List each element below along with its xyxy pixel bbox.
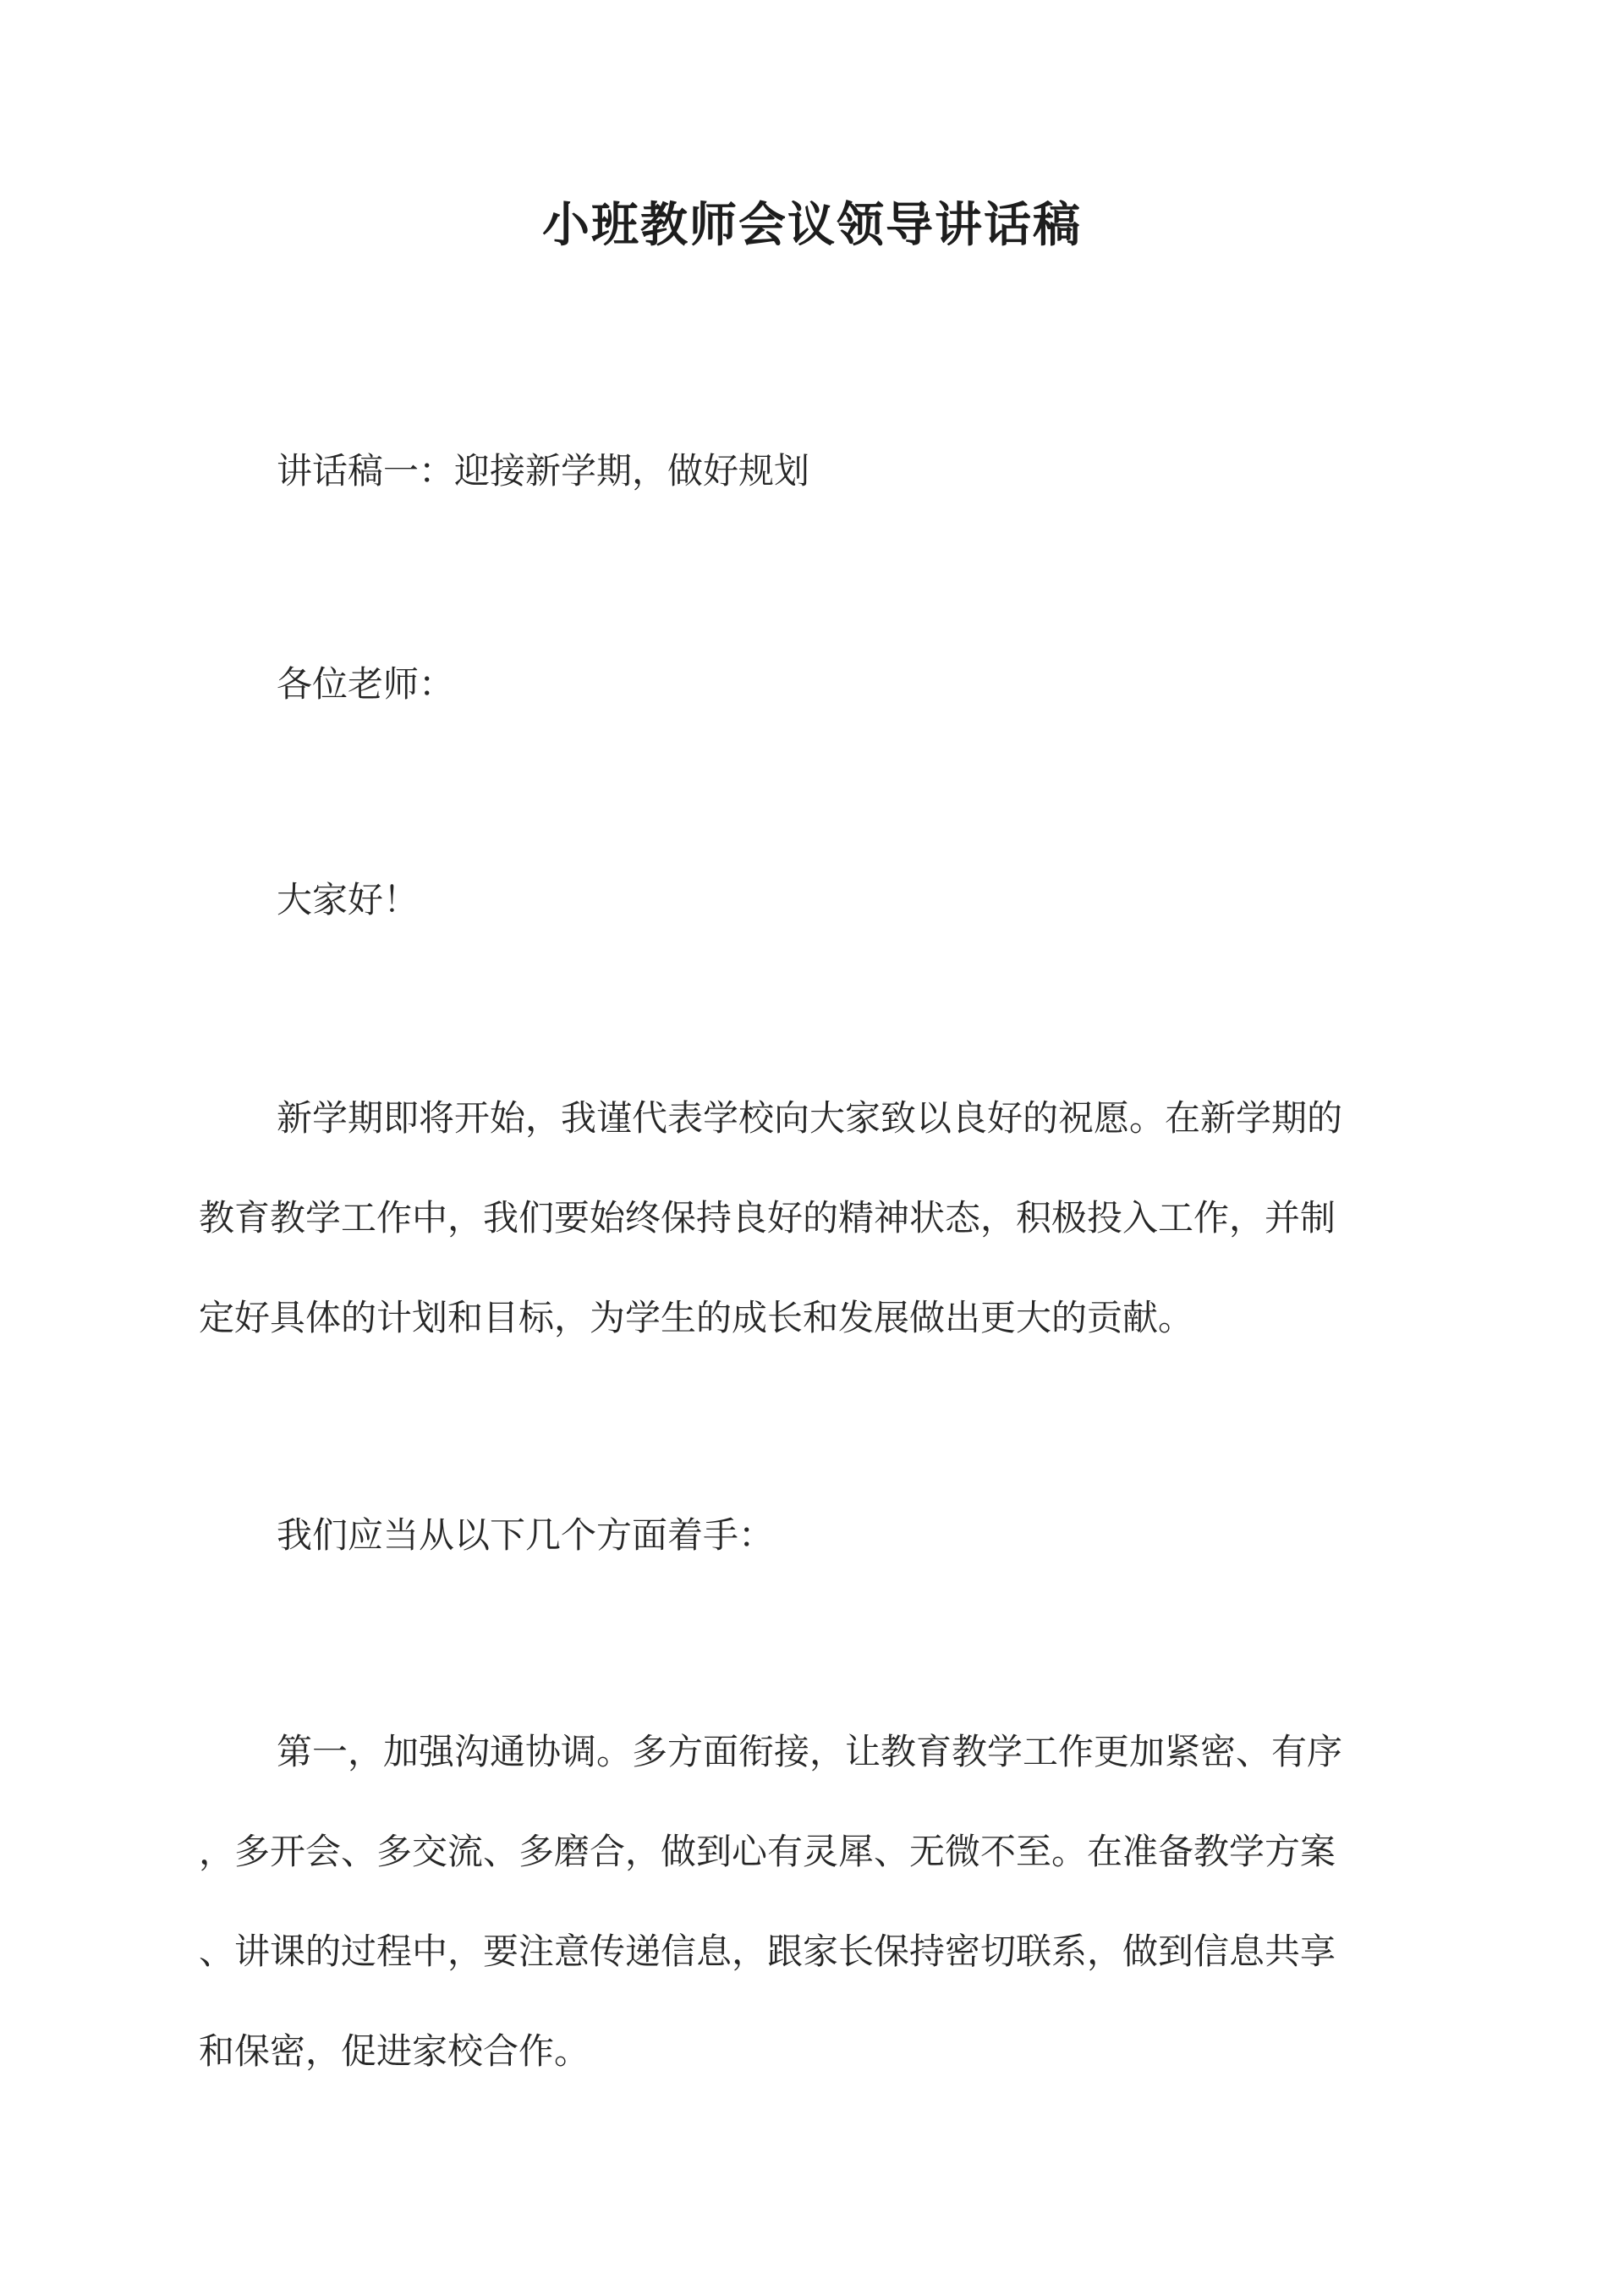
intro-line-2: 教育教学工作中，我们要始终保持良好的精神状态，积极投入工作，并制 [199,1197,1336,1239]
speech-heading-text: 讲话稿一：迎接新学期，做好规划 [277,450,810,492]
point-one-line-3: 、讲课的过程中，要注意传递信息，跟家长保持密切联系，做到信息共享 [199,1931,1336,1972]
greeting [199,875,1503,926]
greeting-text: 大家好！ [277,879,420,920]
salutation-text: 各位老师： [277,663,455,705]
point-one-line-4: 和保密，促进家校合作。 [199,2030,590,2072]
aspects-lead [199,1510,1503,1561]
document-title: 小班教师会议领导讲话稿 [542,197,1082,253]
intro-line-1: 新学期即将开始，我谨代表学校向大家致以良好的祝愿。在新学期的 [277,1097,1343,1139]
point-one-paragraph [199,1702,1425,2101]
salutation [199,659,1503,710]
aspects-lead-text: 我们应当从以下几个方面着手： [277,1514,775,1556]
speech-heading [199,446,1503,497]
intro-line-3: 定好具体的计划和目标，为学生的成长和发展做出更大的贡献。 [199,1297,1194,1338]
intro-paragraph [199,1068,1425,1368]
point-one-line-1: 第一，加强沟通协调。多方面衔接，让教育教学工作更加紧密、有序 [277,1731,1343,1772]
point-one-line-2: ，多开会、多交流、多磨合，做到心有灵犀、无微不至。在准备教学方案 [199,1831,1336,1872]
